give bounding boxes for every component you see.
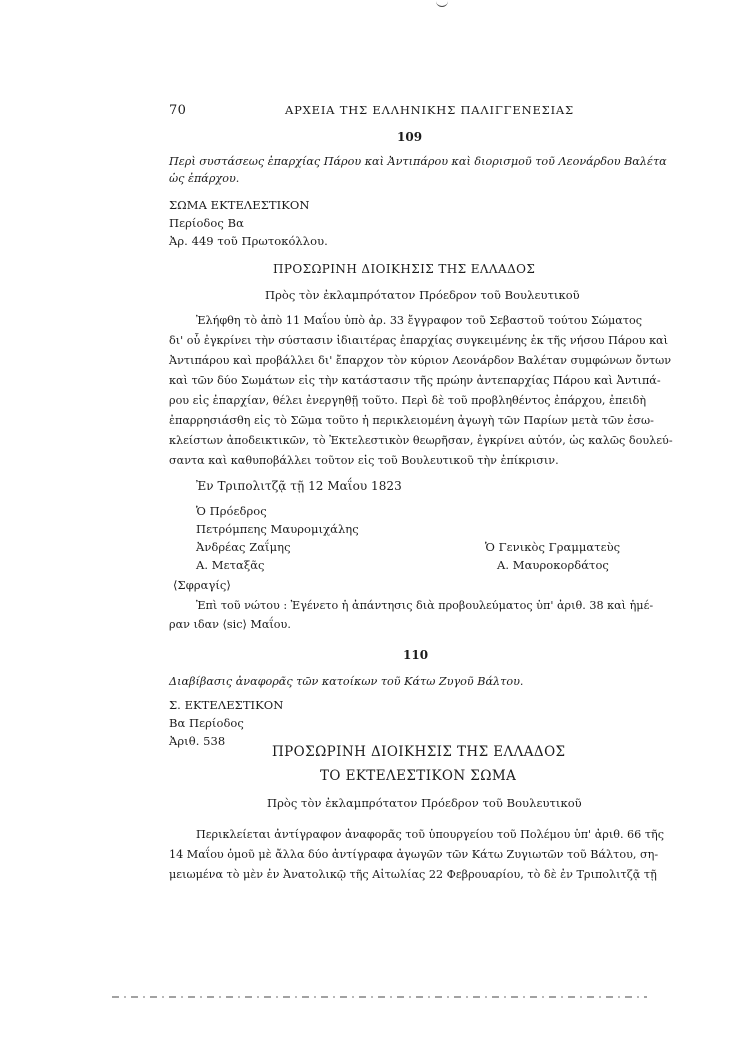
seal-note: ⟨Σφραγίς⟩	[173, 578, 231, 592]
document-subject-line: Περὶ συστάσεως ἐπαρχίας Πάρου καὶ Ἀντιπάρου καὶ διορισμοῦ τοῦ Λεονάρδου Βαλέτα	[169, 155, 667, 168]
running-title: ΑΡΧΕΙΑ ΤΗΣ ΕΛΛΗΝΙΚΗΣ ΠΑΛΙΓΓΕΝΕΣΙΑΣ	[285, 103, 574, 117]
scan-artifact-divider	[112, 996, 647, 998]
sender-line: Βα Περίοδος	[169, 716, 244, 730]
document-number: 110	[403, 648, 429, 662]
place-date: Ἐν Τριπολιτζᾷ τῇ 12 Μαΐου 1823	[196, 479, 402, 493]
addressee: Πρὸς τὸν ἐκλαμπρότατον Πρόεδρον τοῦ Βουλευτικοῦ	[267, 796, 582, 810]
document-heading: ΠΡΟΣΩΡΙΝΗ ΔΙΟΙΚΗΣΙΣ ΤΗΣ ΕΛΛΑΔΟΣ	[272, 744, 566, 760]
body-line: Περικλείεται ἀντίγραφον ἀναφορᾶς τοῦ ὑπουργείου τοῦ Πολέμου ὑπ' ἀριθ. 66 τῆς	[196, 828, 665, 841]
signature-line: Πετρόμπεης Μαυρομιχάλης	[196, 522, 359, 536]
sender-line: Σ. ΕΚΤΕΛΕΣΤΙΚΟΝ	[169, 698, 284, 712]
signature-line: Ἀνδρέας Ζαΐμης	[196, 540, 291, 554]
sender-line: Ἀριθ. 538	[169, 734, 226, 748]
sender-line: Περίοδος Βα	[169, 216, 244, 230]
endorsement-line: ραν ιδαν ⟨sic⟩ Μαΐου.	[169, 618, 291, 631]
body-line: ἐπαρρησιάσθη εἰς τὸ Σῶμα τοῦτο ἡ περικλειομένη ἀγωγὴ τῶν Παρίων μετὰ τῶν ἐσω-	[169, 414, 654, 427]
endorsement-line: Ἐπὶ τοῦ νώτου : Ἐγένετο ἡ ἀπάντησις διὰ προβουλεύματος ὑπ' ἀριθ. 38 καὶ ἡμέ-	[196, 599, 654, 612]
addressee: Πρὸς τὸν ἐκλαμπρότατον Πρόεδρον τοῦ Βουλευτικοῦ	[265, 288, 580, 302]
signature-line: Α. Μαυροκορδάτος	[497, 558, 609, 572]
signature-line: Ὁ Πρόεδρος	[196, 504, 267, 518]
document-heading: ΠΡΟΣΩΡΙΝΗ ΔΙΟΙΚΗΣΙΣ ΤΗΣ ΕΛΛΑΔΟΣ	[273, 262, 536, 276]
document-number: 109	[397, 130, 423, 144]
signature-line: Ὁ Γενικὸς Γραμματεὺς	[485, 540, 621, 554]
body-line: καὶ τῶν δύο Σωμάτων εἰς τὴν κατάστασιν τῆς πρώην ἀντεπαρχίας Πάρου καὶ Ἀντιπά-	[169, 374, 661, 387]
document-heading: ΤΟ ΕΚΤΕΛΕΣΤΙΚΟΝ ΣΩΜΑ	[320, 768, 517, 784]
body-line: κλείστων ἀποδεικτικῶν, τὸ Ἐκτελεστικὸν θεωρῆσαν, ἐγκρίνει αὐτόν, ὡς καλῶς δουλεύ-	[169, 434, 673, 447]
body-line: Ἐλήφθη τὸ ἀπὸ 11 Μαΐου ὑπὸ ἀρ. 33 ἔγγραφον τοῦ Σεβαστοῦ τούτου Σώματος	[196, 314, 643, 327]
signature-line: Α. Μεταξᾶς	[196, 558, 265, 572]
body-line: Ἀντιπάρου καὶ προβάλλει δι' ἔπαρχον τὸν κύριον Λεονάρδον Βαλέταν συμφώνων ὄντων	[169, 354, 672, 367]
scan-mark	[436, 0, 448, 7]
body-line: δι' οὗ ἐγκρίνει τὴν σύστασιν ἰδιαιτέρας ἐπαρχίας συγκειμένης ἐκ τῆς νήσου Πάρου καὶ	[169, 334, 669, 347]
body-line: 14 Μαΐου ὁμοῦ μὲ ἄλλα δύο ἀντίγραφα ἀγωγῶν τῶν Κάτω Ζυγιωτῶν τοῦ Βάλτου, ση-	[169, 848, 659, 861]
body-line: σαντα καὶ καθυποβάλλει τοῦτον εἰς τοῦ Βουλευτικοῦ τὴν ἐπίκρισιν.	[169, 454, 559, 467]
sender-line: ΣΩΜΑ ΕΚΤΕΛΕΣΤΙΚΟΝ	[169, 198, 310, 212]
document-subject-line: ὡς ἐπάρχου.	[169, 172, 240, 185]
document-subject-line: Διαβίβασις ἀναφορᾶς τῶν κατοίκων τοῦ Κάτω Ζυγοῦ Βάλτου.	[169, 675, 524, 688]
body-line: μειωμένα τὸ μὲν ἐν Ἀνατολικῷ τῆς Αἰτωλίας 22 Φεβρουαρίου, τὸ δὲ ἐν Τριπολιτζᾷ τῇ	[169, 868, 657, 881]
sender-line: Ἀρ. 449 τοῦ Πρωτοκόλλου.	[169, 234, 328, 248]
page-number: 70	[169, 103, 187, 118]
body-line: ρου εἰς ἐπαρχίαν, θέλει ἐνεργηθῇ τοῦτο. Περὶ δὲ τοῦ προβληθέντος ἐπάρχου, ἐπειδὴ	[169, 394, 647, 407]
